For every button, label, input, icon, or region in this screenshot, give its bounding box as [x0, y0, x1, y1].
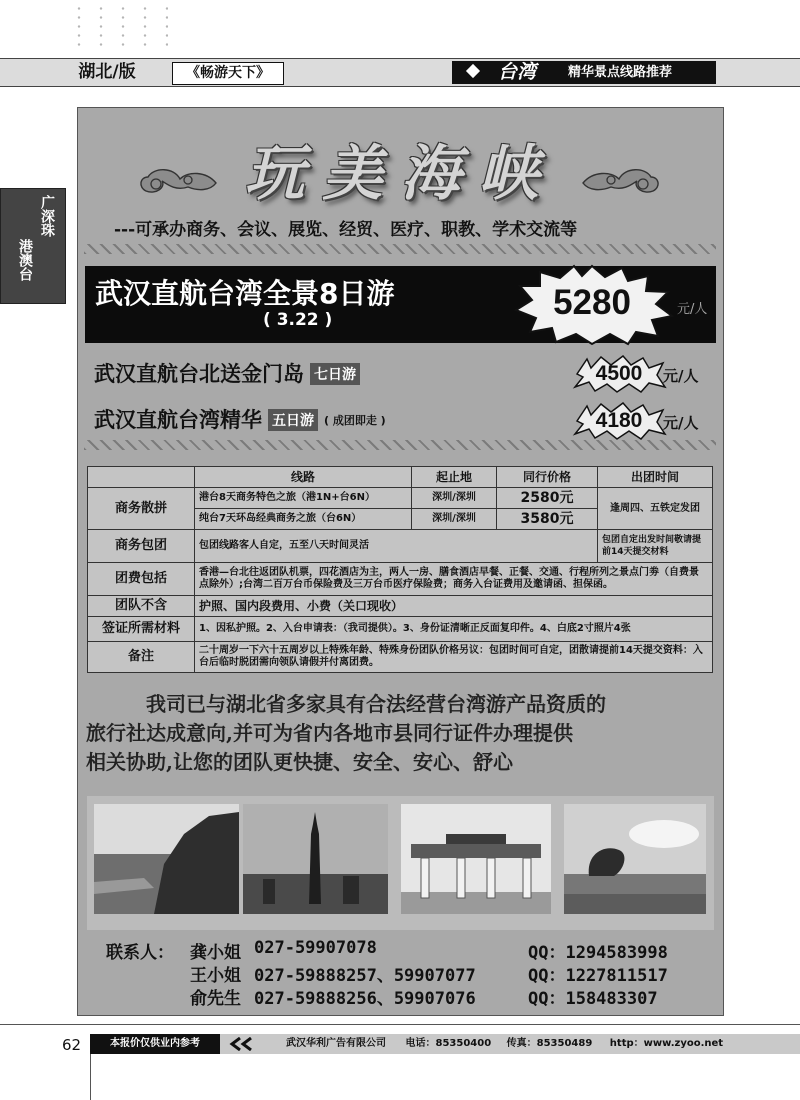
route-price-unit: 元/人	[663, 414, 699, 432]
taipei-101-photo	[243, 804, 388, 914]
route-item	[94, 404, 386, 434]
edition-label: 湖北/版	[78, 62, 136, 82]
column-title: 《畅游天下》	[172, 62, 284, 85]
region-side-tab	[0, 188, 66, 304]
contact-qq: QQ：158483307	[528, 989, 658, 1009]
footer-phone: 电话：85350400	[405, 1038, 492, 1049]
contact-qq: QQ：1294583998	[528, 943, 668, 963]
route-price: 4500	[595, 362, 643, 385]
cooperation-paragraph	[86, 690, 718, 777]
coastal-cliff-photo	[94, 804, 239, 914]
tour-info-table	[87, 466, 713, 673]
route-name: 武汉直航台北送金门岛	[94, 361, 304, 386]
table-corner-cell	[88, 467, 195, 488]
table-row	[88, 596, 713, 617]
footer-divider	[0, 1024, 800, 1025]
photo-strip	[87, 796, 714, 930]
main-route-name: 武汉直航台湾全景8日游	[95, 277, 395, 310]
route-item	[94, 358, 360, 388]
table-header-cell: 起止地	[412, 467, 497, 488]
table-row	[88, 642, 713, 673]
table-header-cell: 出团时间	[598, 467, 713, 488]
contact-phone: 027-59888256、59907076	[254, 989, 476, 1009]
sea-rock-photo	[564, 804, 706, 914]
contact-name: 龚小姐	[190, 943, 241, 963]
footer-vertical-rule	[90, 1054, 91, 1100]
table-cell: 香港—台北往返团队机票，四花酒店为主，两人一房、膳食酒店早餐、正餐、交通、行程所列之景点门劵（自费景点除外）;台湾二百万台币保险费及三万台币医疗保险费；商务入台证费用及邀请函、担保函。	[195, 563, 713, 596]
main-route-price-unit: 元/人	[677, 302, 708, 317]
ad-subtitle: ---可承办商务、会议、展览、经贸、医疗、职教、学术交流等	[114, 220, 578, 240]
footer-info	[286, 1034, 723, 1054]
region-subtitle: 精华景点线路推荐	[568, 65, 673, 80]
main-route-price: 5280	[553, 283, 631, 322]
row-label: 备注	[88, 642, 195, 673]
region-banner	[452, 61, 716, 84]
footer-fax: 传真：85350489	[506, 1038, 593, 1049]
table-cell: 纯台7天环岛经典商务之旅（台6N）	[195, 509, 412, 530]
footer-bar	[90, 1034, 800, 1054]
contact-qq: QQ：1227811517	[528, 966, 668, 986]
table-cell: 2580元	[497, 488, 598, 509]
contact-block	[106, 938, 706, 1010]
footer-company: 武汉华利广告有限公司	[286, 1038, 386, 1049]
contact-phone: 027-59907078	[254, 938, 377, 958]
table-row	[88, 488, 713, 509]
decorative-dot-grid	[68, 4, 168, 50]
diamond-divider	[84, 244, 716, 254]
table-header-row	[88, 467, 713, 488]
route-duration-tag: 七日游	[310, 363, 360, 385]
table-cell: 逢周四、五铁定发团	[598, 488, 713, 530]
route-price: 4180	[595, 409, 643, 432]
route-note: ( 成团即走 )	[324, 414, 386, 427]
row-label: 团费包括	[88, 563, 195, 596]
table-cell: 深圳/深圳	[412, 488, 497, 509]
memorial-gate-photo	[401, 804, 551, 914]
contact-label: 联系人：	[106, 943, 174, 963]
ad-title: 玩美海峡	[244, 139, 557, 209]
route-name: 武汉直航台湾精华	[94, 407, 262, 432]
contact-name: 王小姐	[190, 966, 241, 986]
paragraph-line: 相关协助,让您的团队更快捷、安全、安心、舒心	[86, 750, 513, 774]
table-cell: 港台8天商务特色之旅（港1N+台6N）	[195, 488, 412, 509]
diamond-icon	[466, 64, 480, 78]
paragraph-line: 旅行社达成意向,并可为省内各地市县同行证件办理提供	[86, 721, 573, 745]
header-bar	[0, 58, 800, 87]
table-cell: 包团自定出发时间敬请提前14天提交材料	[598, 530, 713, 563]
table-cell: 3580元	[497, 509, 598, 530]
table-cell: 护照、国内段费用、小费（关口现收）	[195, 596, 713, 617]
table-cell: 深圳/深圳	[412, 509, 497, 530]
table-cell: 包团线路客人自定，五至八天时间灵活	[195, 530, 598, 563]
table-row	[88, 617, 713, 642]
table-cell: 1、因私护照。2、入台申请表：（我司提供）。3、身份证清晰正反面复印件。4、白底2寸照片4张	[195, 617, 713, 642]
route-duration-tag: 五日游	[268, 409, 318, 431]
table-header-cell: 线路	[195, 467, 412, 488]
side-tab-line1: 广深珠	[39, 195, 55, 237]
table-row	[88, 563, 713, 596]
table-row	[88, 530, 713, 563]
footer-url: http：www.zyoo.net	[609, 1038, 724, 1049]
row-label: 商务散拼	[88, 488, 195, 530]
row-label: 签证所需材料	[88, 617, 195, 642]
contact-name: 俞先生	[190, 989, 241, 1009]
chevron-left-icon	[228, 1037, 254, 1051]
side-tab-line2: 港澳台	[17, 239, 33, 281]
page-number: 62	[62, 1036, 82, 1054]
contact-phone: 027-59888257、59907077	[254, 966, 476, 986]
row-label: 团队不含	[88, 596, 195, 617]
main-route-banner	[85, 266, 716, 343]
region-name: 台湾	[498, 61, 537, 83]
table-header-cell: 同行价格	[497, 467, 598, 488]
table-cell: 二十周岁一下六十五周岁以上特殊年龄、特殊身份团队价格另议：包团时间可自定，团散请提前14天提交资料：入台后临时脱团需向领队请假并付离团费。	[195, 642, 713, 673]
diamond-divider	[84, 440, 716, 450]
tour-advertisement	[77, 107, 724, 1016]
row-label: 商务包团	[88, 530, 195, 563]
paragraph-line: 我司已与湖北省多家具有合法经营台湾游产品资质的	[146, 692, 606, 716]
main-route-date: ( 3.22 )	[263, 310, 333, 330]
route-price-unit: 元/人	[663, 367, 699, 385]
footer-note: 本报价仅供业内参考	[90, 1034, 220, 1054]
